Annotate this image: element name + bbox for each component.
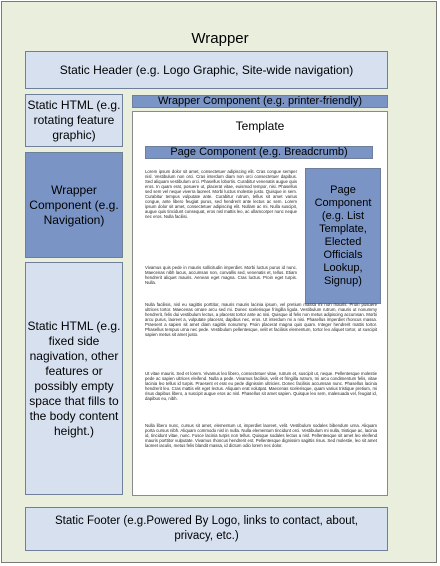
lorem-paragraph: Lorem ipsum dolor sit amet, consectetuer adipiscing elit. Cras congue semper nisl. Vestibulum non orci. Cras interdum diam non orci consectetuer dapibus. Sed aliquam vestibulum orci. Phasellus lobortis. Curabitur venenatis augue quis eros. In quam erat, posuere ut, placerat vitae, euismod tempor, nisi. Phasellus sed sem vel neque viverra laoreet. Morbi luctus molestie justo. Quisque in sem. Curabitur tempus vulputate ante. Curabitur rutrum, tellus sit amet varius congue, ante libero feugiat purus, sed hendrerit ante lectus ac sem. Lorem ipsum dolor sit amet, consectetuer adipiscing elit. Nullam ac mi. Nulla suscipit, augue quis tincidunt consequat, eros nisl mattis leo, ac ullamcorper nunc neque nec eros. Nulla facilisi. — [145, 169, 297, 219]
wrapper-component-printer-label: Wrapper Component (e.g. printer-friendly) — [158, 95, 362, 107]
static-footer-label: Static Footer (e.g.Powered By Logo, links to contact, about, privacy, etc.) — [55, 515, 358, 542]
template-box — [132, 111, 388, 496]
wrapper-box — [1, 1, 437, 563]
static-header-box — [25, 51, 388, 89]
static-header-label: Static Header (e.g. Logo Graphic, Site-wide navigation) — [59, 63, 354, 77]
wrapper-component-printer-box — [132, 95, 388, 108]
page-component-breadcrumb-label: Page Component (e.g. Breadcrumb) — [170, 146, 348, 158]
page-component-side-label: Page Component (e.g. List Template, Elected Officials Lookup, Signup) — [314, 184, 372, 287]
static-html-side-label: Static HTML (e.g. fixed side nagivation, other features or possibly empty space that fills to the body content height.) — [27, 318, 121, 438]
static-footer-box — [25, 507, 388, 551]
wrapper-title: Wrapper — [191, 30, 249, 47]
page-component-side-box — [305, 168, 381, 304]
lorem-paragraph: Nulla libero nunc, cursus sit amet, elementum ut, imperdiet laoreet, velit. Vestibulum sodales bibendum urna. Aliquam porta cursus nibh. Aliquam commodo nisl in nulla. Nulla elementum tincidunt orci. Vestibulum mi nulla, tristique ac, lacinia id, tincidunt vitae, nunc. Fusce lacinia turpis non tellus. Quisque sodales lectus a nisl. Pellentesque sit amet leo eleifend mauris porttitor vulputate. Vivamus rhoncus hendrerit est. Pellentesque dignissim sagittis risus. Sed molestie, leo sit amet laoreet iaculis, metus felis blandit massa, id dictum odio lorem nec dolor. — [145, 423, 377, 448]
lorem-paragraph: Vivamus quis pede in mauris sollicitudin imperdiet. Morbi luctus purus id nunc. Maecenas nibh lacus, accumsan non, convallis sed, venenatis et, tellus. Etiam hendrerit aliquet mauris. Aenean eget magna. Cras luctus. Proin eget turpis. Nulla. — [145, 265, 297, 285]
static-html-feature-label: Static HTML (e.g. rotating feature graphic) — [27, 98, 121, 142]
template-title: Template — [235, 119, 285, 133]
wrapper-component-navigation-label: Wrapper Component (e.g. Navigation) — [29, 182, 119, 227]
page-component-breadcrumb-box — [145, 146, 373, 159]
static-html-side-box — [25, 262, 123, 495]
lorem-paragraph: Nulla facilisis, nisl eu sagittis porttitor, mauris mauris lacinia ipsum, vel pretium massa mi non mauris. Proin posuere ultrices tortor. Maecenas ornare arcu sed mi. Donec scelerisque fringilla ligula. Vestibulum rutrum, mauris ut nonummy hendrerit, felis dui vestibulum lectus, a placerat tortor ante ac nisi. Quisque id felis non metus adipiscing accumsan. Morbi arcu purus, laoreet a, vulputate placerat, dapibus nec, eros. Ut interdum mi a nisi. Phasellus imperdiet rhoncus massa. Praesent a sapien sit amet diam sagittis nonummy. Proin placerat magna quis quam. Integer hendrerit mattis tortor. Phasellus tempus urna nec pede. Vestibulum pellentesque, velit et facilisis elementum, tortor leo aliquet tortor, ut suscipit sapien metus sit amet justo. — [145, 302, 377, 337]
wrapper-component-navigation-box — [25, 152, 123, 258]
static-html-feature-box — [25, 94, 123, 147]
lorem-paragraph: Ut vitae mauris. Sed et lorem. Vivamus leo libero, consectetuer vitae, rutrum et, suscipit ut, neque. Pellentesque molestie pede ac sapien ultrices eleifend. Nulla a pede. Vivamus facilisis, velit et fringilla rutrum, mi arcu condimentum felis, vitae lacinia leo tellus id turpis. Praesent et erat eu pede dignissim ultricies. Donec facilisis accumsan nunc. Phasellus lacinia hendrerit leo. Cras mattis elit eget lectus. Aliquam erat volutpat. Maecenas scelerisque, quam varius tristique pretium, mi risus dapibus libero, a suscipit augue eros ac nisl. Phasellus sit amet sapien. Quisque leo sem, malesuada vel, feugiat id, dapibus eu, nibh. — [145, 371, 377, 401]
